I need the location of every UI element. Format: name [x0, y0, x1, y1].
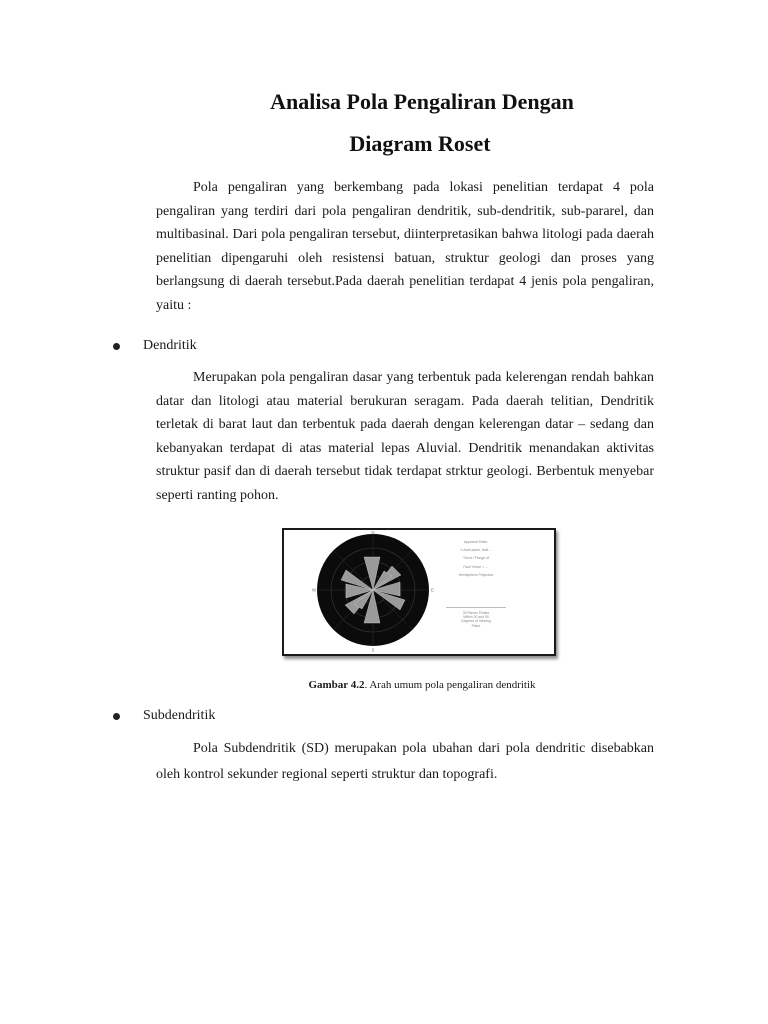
subdendritik-paragraph: [156, 736, 654, 788]
legend-note: Hemispheric Projection: [458, 572, 494, 577]
figure-caption: [0, 678, 768, 692]
dendritik-paragraph-text: Merupakan pola pengaliran dasar yang terbentuk pada kelerengan rendah bahkan datar dan litologi atau material berukuran seragam. Pada daerah telitian, Dendritik terletak di barat laut dan terbentuk pada daerah dengan kelerengan datar – sedang dan kebanyakan terdapat di atas material lepas Aluvial. Dendritik menandakan aktivitas struktur pasif dan di daerah tersebut tidak terdapat strktur geologi. Berbentuk menyebar seperti ranting pohon.: [156, 370, 654, 503]
bullet-heading-subdendritik: Subdendritik: [143, 708, 216, 723]
document-title-line-1: Analisa Pola Pengaliran Dengan: [270, 89, 574, 114]
dendritik-paragraph: [156, 366, 654, 508]
compass-label-west: W: [311, 587, 317, 593]
compass-label-east: E: [430, 587, 435, 593]
compass-label-north: N: [371, 530, 375, 535]
intro-paragraph: [156, 176, 654, 318]
figure-caption-text: . Arah umum pola pengaliran dendritik: [364, 679, 536, 691]
rose-diagram-notes: [440, 540, 512, 628]
subdendritik-paragraph-text: Pola Subdendritik (SD) merupakan pola ubahan dari pola dendritic disebabkan oleh kontrol sekunder regional seperti struktur dan topografi.: [156, 741, 654, 782]
notes-divider: [446, 607, 506, 608]
compass-label-south: S: [371, 647, 375, 653]
bullet-icon: [113, 343, 120, 350]
stats-note: Within 30 and 90: [463, 615, 489, 620]
intro-paragraph-text: Pola pengaliran yang berkembang pada lokasi penelitian terdapat 4 pola pengaliran yang terdiri dari pola pengaliran dendritik, sub-dendritik, sub-pararel, dan multibasinal. Dari pola pengaliran tersebut, diinterpretasikan bahwa litologi pada daerah penelitian dipengaruhi oleh resistensi batuan, struktur geologi dan proses yang berlangsung di daerah tersebut.Pada daerah penelitian terdapat 4 jenis pola pengaliran, yaitu :: [156, 180, 654, 313]
legend-note: X Axial plane, fault…: [460, 548, 492, 553]
bullet-heading-dendritik: Dendritik: [143, 338, 197, 353]
bullet-icon: [113, 713, 120, 720]
legend-note: Apparent Strike:: [463, 540, 489, 544]
legend-note: Fault Vector = …: [463, 564, 489, 569]
rose-diagram-figure: [282, 528, 556, 656]
stats-note: Plane: [471, 623, 481, 628]
legend-note: Trend / Plunge of: [463, 556, 489, 561]
figure-caption-label: Gambar 4.2: [308, 679, 365, 691]
stats-note: 30 Planes Plotted: [462, 611, 490, 616]
document-title-line-2: Diagram Roset: [349, 131, 491, 156]
stats-note: Degrees of Viewing: [461, 619, 491, 624]
rose-diagram-graphic: [284, 530, 554, 654]
